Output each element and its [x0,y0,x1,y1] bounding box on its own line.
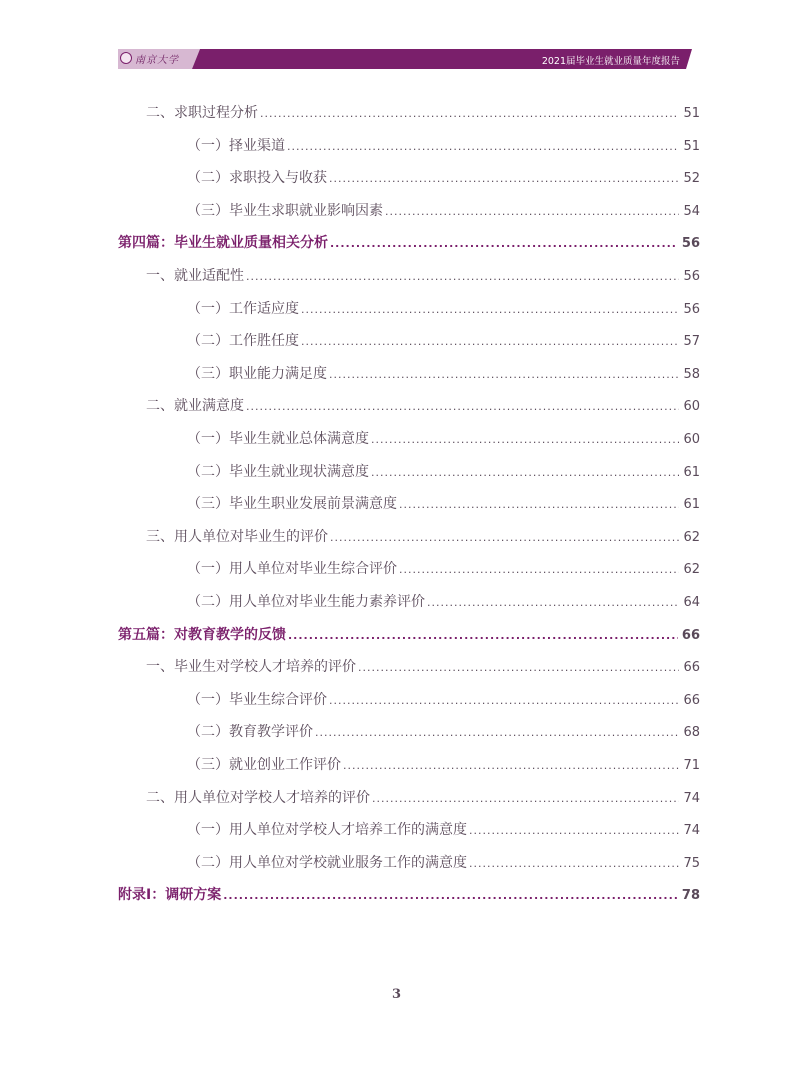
toc-entry-title: 二、求职过程分析 [146,105,258,121]
toc-entry-page: 52 [683,171,700,186]
toc-entry-page: 60 [683,432,700,447]
toc-entry-page: 75 [683,856,700,871]
toc-entry-title: （一）工作适应度 [187,301,299,317]
toc-subsection-entry[interactable] [187,852,700,872]
toc-entry-title: 三、用人单位对毕业生的评价 [146,529,328,545]
toc-leader-dots [358,661,679,674]
toc-entry-title: （一）用人单位对毕业生综合评价 [187,561,397,577]
toc-leader-dots [330,237,678,250]
toc-entry-page: 74 [683,823,700,838]
toc-section-entry[interactable] [146,102,700,122]
report-title: 2021届毕业生就业质量年度报告 [541,56,680,67]
toc-section-entry[interactable] [146,265,700,285]
toc-leader-dots [329,368,679,381]
toc-leader-dots [287,140,679,153]
toc-entry-page: 71 [683,758,700,773]
toc-entry-page: 64 [683,595,700,610]
toc-section-entry[interactable] [146,787,700,807]
toc-subsection-entry[interactable] [187,689,700,709]
toc-entry-page: 57 [683,334,700,349]
toc-leader-dots [330,531,679,544]
toc-entry-page: 61 [683,497,700,512]
toc-entry-page: 66 [683,693,700,708]
toc-subsection-entry[interactable] [187,721,700,741]
toc-leader-dots [371,433,679,446]
toc-subsection-entry[interactable] [187,167,700,187]
toc-leader-dots [329,694,679,707]
university-seal-icon [120,52,132,64]
toc-subsection-entry[interactable] [187,363,700,383]
toc-entry-title: （二）用人单位对毕业生能力素养评价 [187,594,425,610]
toc-entry-title: 第四篇：毕业生就业质量相关分析 [118,235,328,251]
toc-entry-page: 62 [683,530,700,545]
toc-subsection-entry[interactable] [187,330,700,350]
toc-subsection-entry[interactable] [187,754,700,774]
toc-entry-title: （二）用人单位对学校就业服务工作的满意度 [187,855,467,871]
toc-entry-title: （三）毕业生求职就业影响因素 [187,203,383,219]
toc-subsection-entry[interactable] [187,200,700,220]
toc-entry-title: 一、毕业生对学校人才培养的评价 [146,659,356,675]
toc-entry-title: （二）工作胜任度 [187,333,299,349]
toc-leader-dots [399,563,679,576]
toc-entry-title: （一）用人单位对学校人才培养工作的满意度 [187,822,467,838]
toc-entry-title: （一）毕业生综合评价 [187,692,327,708]
toc-entry-page: 74 [683,791,700,806]
toc-part-entry[interactable] [118,232,700,252]
toc-leader-dots [288,629,678,642]
toc-subsection-entry[interactable] [187,819,700,839]
page-number: 3 [391,987,402,1002]
toc-entry-page: 54 [683,204,700,219]
toc-subsection-entry[interactable] [187,428,700,448]
toc-entry-title: 二、就业满意度 [146,398,244,414]
toc-entry-title: （三）毕业生职业发展前景满意度 [187,496,397,512]
toc-entry-page: 68 [683,725,700,740]
university-logo-text: 南京大学 [135,54,179,66]
toc-subsection-entry[interactable] [187,461,700,481]
toc-entry-title: （二）教育教学评价 [187,724,313,740]
toc-entry-page: 56 [683,269,700,284]
toc-entry-page: 58 [683,367,700,382]
toc-leader-dots [372,792,679,805]
toc-entry-title: 附录Ⅰ：调研方案 [118,887,222,903]
toc-leader-dots [469,824,679,837]
toc-entry-page: 61 [683,465,700,480]
toc-entry-page: 60 [683,399,700,414]
toc-leader-dots [301,335,679,348]
toc-leader-dots [315,726,679,739]
toc-entry-title: 第五篇：对教育教学的反馈 [118,627,286,643]
toc-leader-dots [246,400,679,413]
toc-entry-page: 51 [683,139,700,154]
toc-leader-dots [329,172,679,185]
toc-section-entry[interactable] [146,656,700,676]
toc-entry-title: （二）毕业生就业现状满意度 [187,464,369,480]
toc-entry-title: （一）毕业生就业总体满意度 [187,431,369,447]
toc-part-entry[interactable] [118,624,700,644]
toc-leader-dots [260,107,679,120]
toc-subsection-entry[interactable] [187,135,700,155]
toc-leader-dots [371,466,679,479]
toc-subsection-entry[interactable] [187,298,700,318]
toc-subsection-entry[interactable] [187,591,700,611]
toc-subsection-entry[interactable] [187,493,700,513]
toc-entry-page: 56 [681,236,700,251]
toc-entry-title: （一）择业渠道 [187,138,285,154]
toc-entry-title: （三）就业创业工作评价 [187,757,341,773]
toc-subsection-entry[interactable] [187,558,700,578]
university-logo [120,50,194,66]
toc-leader-dots [385,205,679,218]
toc-entry-page: 56 [683,302,700,317]
toc-leader-dots [399,498,679,511]
toc-entry-title: 二、用人单位对学校人才培养的评价 [146,790,370,806]
toc-entry-title: （二）求职投入与收获 [187,170,327,186]
page-header [118,47,692,71]
toc-entry-page: 62 [683,562,700,577]
toc-leader-dots [427,596,679,609]
toc-leader-dots [469,857,679,870]
toc-section-entry[interactable] [146,395,700,415]
toc-entry-page: 66 [681,628,700,643]
toc-entry-page: 51 [683,106,700,121]
toc-entry-title: 一、就业适配性 [146,268,244,284]
toc-entry-page: 66 [683,660,700,675]
toc-leader-dots [246,270,679,283]
toc-leader-dots [343,759,679,772]
toc-section-entry[interactable] [146,526,700,546]
toc-leader-dots [223,889,678,902]
toc-entry-title: （三）职业能力满足度 [187,366,327,382]
toc-leader-dots [301,303,679,316]
toc-entry-page: 78 [681,888,700,903]
toc-part-entry[interactable] [118,884,700,904]
